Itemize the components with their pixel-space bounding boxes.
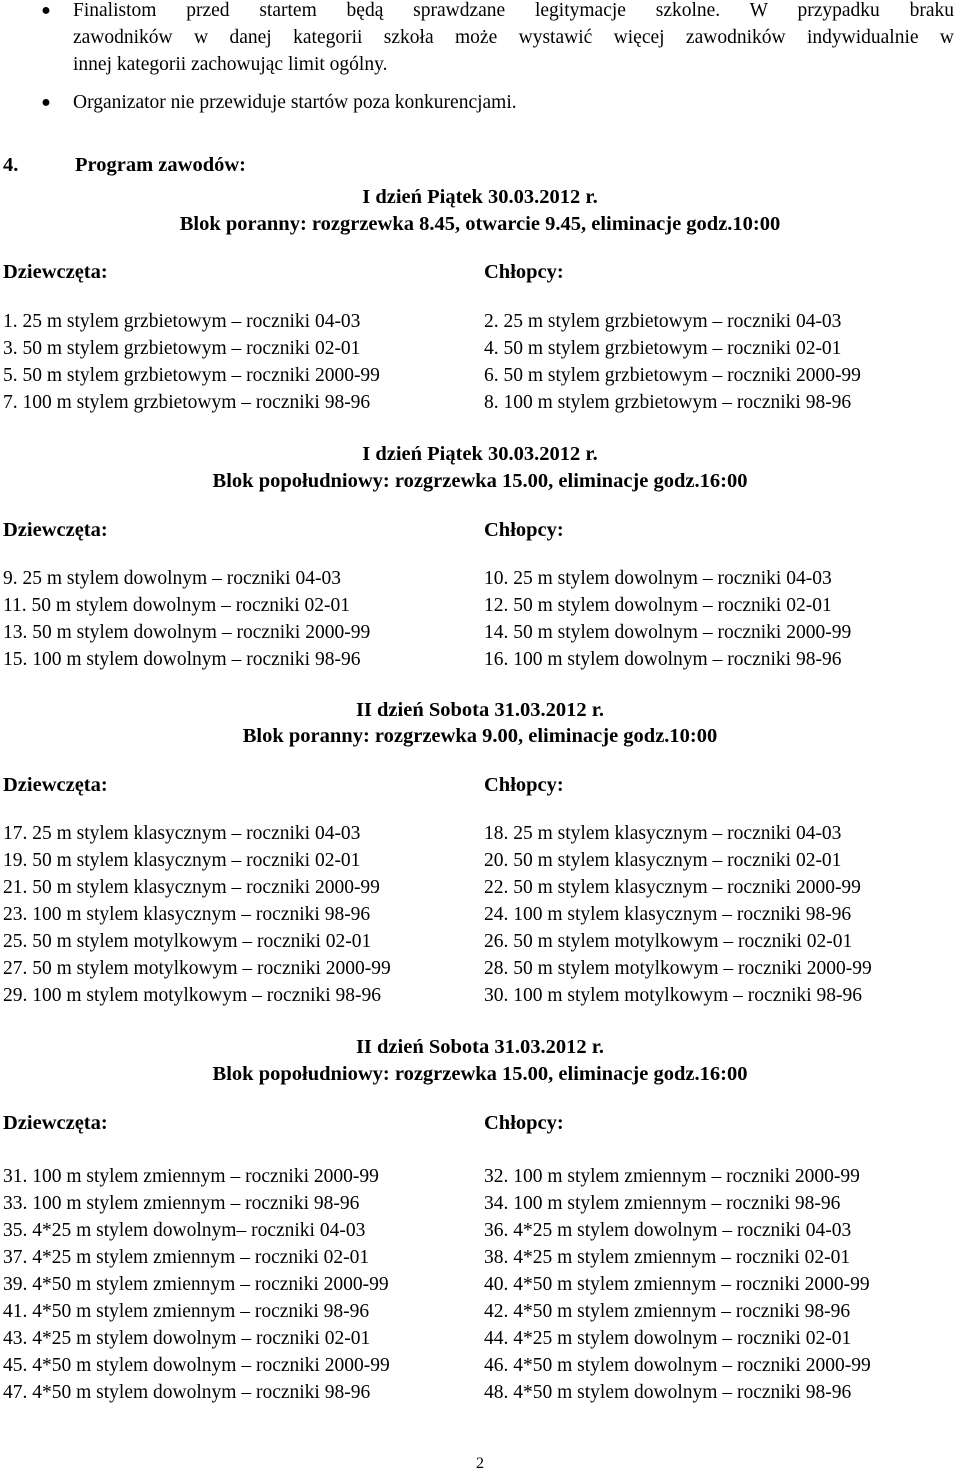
event-item: 41. 4*50 m stylem zmiennym – roczniki 98-96 [3,1301,370,1322]
girls-header: Dziewczęta: [3,261,108,283]
girls-event-list [3,565,370,673]
bullet-text-1 [73,0,954,78]
event-item: 17. 25 m stylem klasycznym – roczniki 04-03 [3,823,361,844]
event-item: 15. 100 m stylem dowolnym – roczniki 98-96 [3,649,361,670]
event-item: 39. 4*50 m stylem zmiennym – roczniki 2000-99 [3,1274,389,1295]
event-item: 9. 25 m stylem dowolnym – roczniki 04-03 [3,568,341,589]
block-session: Blok poranny: rozgrzewka 9.00, eliminacje godz.10:00 [242,725,718,747]
event-item: 7. 100 m stylem grzbietowym – roczniki 98-96 [3,392,371,413]
bullet-text-2 [73,89,954,116]
block-day: II dzień Sobota 31.03.2012 r. [355,699,605,721]
event-item: 43. 4*25 m stylem dowolnym – roczniki 02-01 [3,1328,371,1349]
event-item: 36. 4*25 m stylem dowolnym – roczniki 04-03 [484,1220,852,1241]
boys-event-list [484,820,872,1009]
event-item: 27. 50 m stylem motylkowym – roczniki 2000-99 [3,958,391,979]
event-item: 45. 4*50 m stylem dowolnym – roczniki 2000-99 [3,1355,390,1376]
bullet-dot: ● [41,94,51,111]
block-day: I dzień Piątek 30.03.2012 r. [362,443,598,465]
block-day: I dzień Piątek 30.03.2012 r. [362,186,598,208]
block-session: Blok popołudniowy: rozgrzewka 15.00, eliminacje godz.16:00 [212,1063,748,1085]
event-item: 24. 100 m stylem klasycznym – roczniki 98-96 [484,904,852,925]
event-item: 12. 50 m stylem dowolnym – roczniki 02-01 [484,595,832,616]
event-item: 23. 100 m stylem klasycznym – roczniki 98-96 [3,904,371,925]
girls-header: Dziewczęta: [3,519,108,541]
event-item: 30. 100 m stylem motylkowym – roczniki 98-96 [484,985,863,1006]
event-item: 40. 4*50 m stylem zmiennym – roczniki 2000-99 [484,1274,870,1295]
event-item: 20. 50 m stylem klasycznym – roczniki 02-01 [484,850,842,871]
event-item: 42. 4*50 m stylem zmiennym – roczniki 98-96 [484,1301,851,1322]
boys-event-list [484,308,861,416]
event-item: 21. 50 m stylem klasycznym – roczniki 2000-99 [3,877,380,898]
event-item: 44. 4*25 m stylem dowolnym – roczniki 02-01 [484,1328,852,1349]
girls-header: Dziewczęta: [3,774,108,796]
girls-event-list [3,1163,390,1406]
event-item: 22. 50 m stylem klasycznym – roczniki 2000-99 [484,877,861,898]
event-item: 18. 25 m stylem klasycznym – roczniki 04-03 [484,823,842,844]
event-item: 16. 100 m stylem dowolnym – roczniki 98-96 [484,649,842,670]
program-title: Program zawodów: [75,154,246,176]
event-item: 8. 100 m stylem grzbietowym – roczniki 98-96 [484,392,852,413]
bullet-dot: ● [41,2,51,19]
bullet-line: Finalistom przed startem będą sprawdzane legitymacje szkolne. W przypadku braku [73,0,954,21]
event-item: 32. 100 m stylem zmiennym – roczniki 2000-99 [484,1166,860,1187]
girls-event-list [3,308,380,416]
event-item: 38. 4*25 m stylem zmiennym – roczniki 02-01 [484,1247,851,1268]
event-item: 34. 100 m stylem zmiennym – roczniki 98-96 [484,1193,841,1214]
event-item: 11. 50 m stylem dowolnym – roczniki 02-01 [3,595,350,616]
event-item: 14. 50 m stylem dowolnym – roczniki 2000-99 [484,622,852,643]
boys-header: Chłopcy: [484,261,564,283]
event-item: 19. 50 m stylem klasycznym – roczniki 02-01 [3,850,361,871]
block-session: Blok popołudniowy: rozgrzewka 15.00, eliminacje godz.16:00 [212,470,748,492]
boys-event-list [484,565,851,673]
event-item: 26. 50 m stylem motylkowym – roczniki 02-01 [484,931,853,952]
event-item: 33. 100 m stylem zmiennym – roczniki 98-96 [3,1193,360,1214]
event-item: 1. 25 m stylem grzbietowym – roczniki 04-03 [3,311,361,332]
event-item: 4. 50 m stylem grzbietowym – roczniki 02-01 [484,338,842,359]
boys-header: Chłopcy: [484,774,564,796]
boys-header: Chłopcy: [484,519,564,541]
event-item: 37. 4*25 m stylem zmiennym – roczniki 02-01 [3,1247,370,1268]
event-item: 3. 50 m stylem grzbietowym – roczniki 02-01 [3,338,361,359]
bullet-line: Organizator nie przewiduje startów poza konkurencjami. [73,92,517,113]
event-item: 31. 100 m stylem zmiennym – roczniki 2000-99 [3,1166,379,1187]
bullet-line: innej kategorii zachowując limit ogólny. [73,54,388,75]
event-item: 2. 25 m stylem grzbietowym – roczniki 04-03 [484,311,842,332]
boys-event-list [484,1163,871,1406]
event-item: 25. 50 m stylem motylkowym – roczniki 02-01 [3,931,372,952]
girls-event-list [3,820,391,1009]
event-item: 5. 50 m stylem grzbietowym – roczniki 2000-99 [3,365,380,386]
page-number: 2 [476,1455,484,1472]
program-number: 4. [3,154,19,176]
event-item: 29. 100 m stylem motylkowym – roczniki 98-96 [3,985,382,1006]
boys-header: Chłopcy: [484,1112,564,1134]
event-item: 6. 50 m stylem grzbietowym – roczniki 2000-99 [484,365,861,386]
event-item: 35. 4*25 m stylem dowolnym– roczniki 04-03 [3,1220,366,1241]
event-item: 46. 4*50 m stylem dowolnym – roczniki 2000-99 [484,1355,871,1376]
block-day: II dzień Sobota 31.03.2012 r. [355,1036,605,1058]
event-item: 47. 4*50 m stylem dowolnym – roczniki 98-96 [3,1382,371,1403]
girls-header: Dziewczęta: [3,1112,108,1134]
bullet-line: zawodników w danej kategorii szkoła może wystawić więcej zawodników indywidualnie w [73,27,954,48]
event-item: 48. 4*50 m stylem dowolnym – roczniki 98-96 [484,1382,852,1403]
event-item: 10. 25 m stylem dowolnym – roczniki 04-03 [484,568,832,589]
block-session: Blok poranny: rozgrzewka 8.45, otwarcie 9.45, eliminacje godz.10:00 [179,213,781,235]
event-item: 28. 50 m stylem motylkowym – roczniki 2000-99 [484,958,872,979]
event-item: 13. 50 m stylem dowolnym – roczniki 2000-99 [3,622,371,643]
